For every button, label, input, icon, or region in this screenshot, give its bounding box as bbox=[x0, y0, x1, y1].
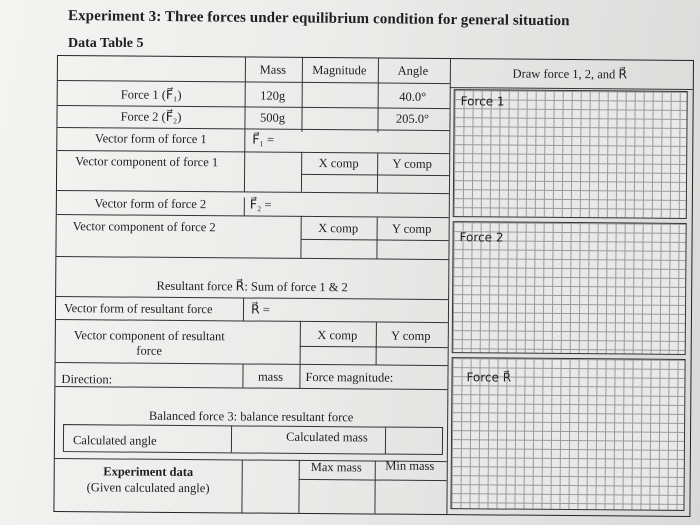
vector-comp-f1-label: Vector component of force 1 bbox=[75, 154, 219, 170]
col-divider bbox=[301, 58, 303, 132]
row-divider bbox=[301, 174, 449, 176]
direction-mass-label: mass bbox=[257, 369, 284, 384]
force-magnitude-label: Force magnitude: bbox=[305, 369, 394, 385]
experiment-data-sublabel: (Given calculated angle) bbox=[86, 480, 210, 496]
data-table bbox=[53, 55, 694, 517]
balanced-heading: Balanced force 3: balance resultant force bbox=[148, 408, 354, 425]
f1-y-comp-header: Y comp bbox=[392, 156, 432, 171]
max-mass-header: Max mass bbox=[310, 460, 362, 475]
vector-form-f1-label: Vector form of force 1 bbox=[94, 131, 207, 147]
row-divider bbox=[299, 479, 447, 481]
resultant-heading: Resultant force R⃗: Sum of force 1 & 2 bbox=[156, 278, 348, 295]
vector-comp-f2-label: Vector component of force 2 bbox=[72, 219, 216, 235]
col-divider bbox=[243, 297, 244, 321]
col-divider bbox=[241, 459, 242, 512]
header-angle: Angle bbox=[397, 63, 429, 78]
header-magnitude: Magnitude bbox=[312, 63, 367, 78]
calculated-angle-label: Calculated angle bbox=[72, 433, 157, 448]
row-divider bbox=[56, 319, 448, 323]
page-title: Experiment 3: Three forces under equilibrium condition for general situation bbox=[67, 8, 570, 30]
table-title: Data Table 5 bbox=[68, 36, 144, 51]
col-divider bbox=[376, 322, 377, 365]
vector-form-r-eq: R⃗ = bbox=[250, 302, 270, 317]
col-divider bbox=[301, 152, 302, 192]
min-mass-header: Min mass bbox=[385, 458, 435, 473]
row-divider bbox=[56, 362, 448, 366]
row-divider bbox=[56, 296, 448, 300]
vector-comp-r-label-1: Vector component of resultant bbox=[73, 328, 225, 344]
header-draw: Draw force 1, 2, and R⃗ bbox=[512, 66, 628, 82]
f2-y-comp-header: Y comp bbox=[391, 221, 432, 236]
graph-grid-force1[interactable] bbox=[453, 89, 688, 219]
col-divider bbox=[374, 461, 375, 514]
vector-comp-r-label-2: force bbox=[136, 343, 163, 358]
f2-x-comp-header: X comp bbox=[318, 221, 359, 236]
vector-form-f2-label: Vector form of force 2 bbox=[94, 196, 207, 212]
vector-form-r-label: Vector form of resultant force bbox=[63, 301, 213, 317]
col-divider bbox=[376, 217, 377, 259]
force1-angle: 40.0° bbox=[399, 89, 427, 104]
grid-label-force1: Force 1 bbox=[460, 94, 505, 109]
col-divider bbox=[298, 460, 299, 513]
force2-label: Force 2 (F⃗₂) bbox=[120, 109, 182, 124]
graph-grid-force2[interactable] bbox=[452, 221, 687, 355]
row-divider bbox=[57, 214, 449, 218]
graph-grid-resultant[interactable] bbox=[450, 357, 685, 511]
col-divider bbox=[244, 197, 245, 215]
force1-label: Force 1 (F⃗₁) bbox=[120, 87, 182, 102]
force2-mass: 500g bbox=[259, 110, 286, 125]
f1-x-comp-header: X comp bbox=[318, 156, 359, 171]
row-divider bbox=[55, 386, 447, 390]
row-divider bbox=[300, 346, 448, 348]
r-x-comp-header: X comp bbox=[317, 328, 358, 343]
grid-label-resultant: Force R⃗ bbox=[466, 370, 512, 385]
row-divider bbox=[57, 190, 449, 194]
grid-label-force2: Force 2 bbox=[459, 230, 504, 245]
experiment-data-label: Experiment data bbox=[103, 464, 194, 480]
col-divider bbox=[385, 427, 386, 454]
col-divider bbox=[377, 153, 378, 193]
calculated-mass-label: Calculated mass bbox=[286, 429, 368, 445]
force1-mass: 120g bbox=[260, 88, 286, 103]
col-divider bbox=[242, 363, 243, 387]
vector-form-f1-eq: F⃗₁ = bbox=[252, 132, 275, 147]
row-divider bbox=[301, 239, 449, 241]
col-divider bbox=[231, 425, 232, 452]
col-divider bbox=[300, 216, 301, 258]
r-y-comp-header: Y comp bbox=[391, 328, 431, 343]
direction-label: Direction: bbox=[61, 372, 113, 387]
header-mass: Mass bbox=[259, 62, 287, 77]
col-divider bbox=[299, 321, 301, 389]
force2-angle: 205.0° bbox=[395, 111, 430, 126]
row-divider bbox=[56, 256, 448, 260]
row-divider bbox=[58, 80, 450, 84]
vector-form-f2-eq: F⃗₂ = bbox=[249, 197, 272, 212]
